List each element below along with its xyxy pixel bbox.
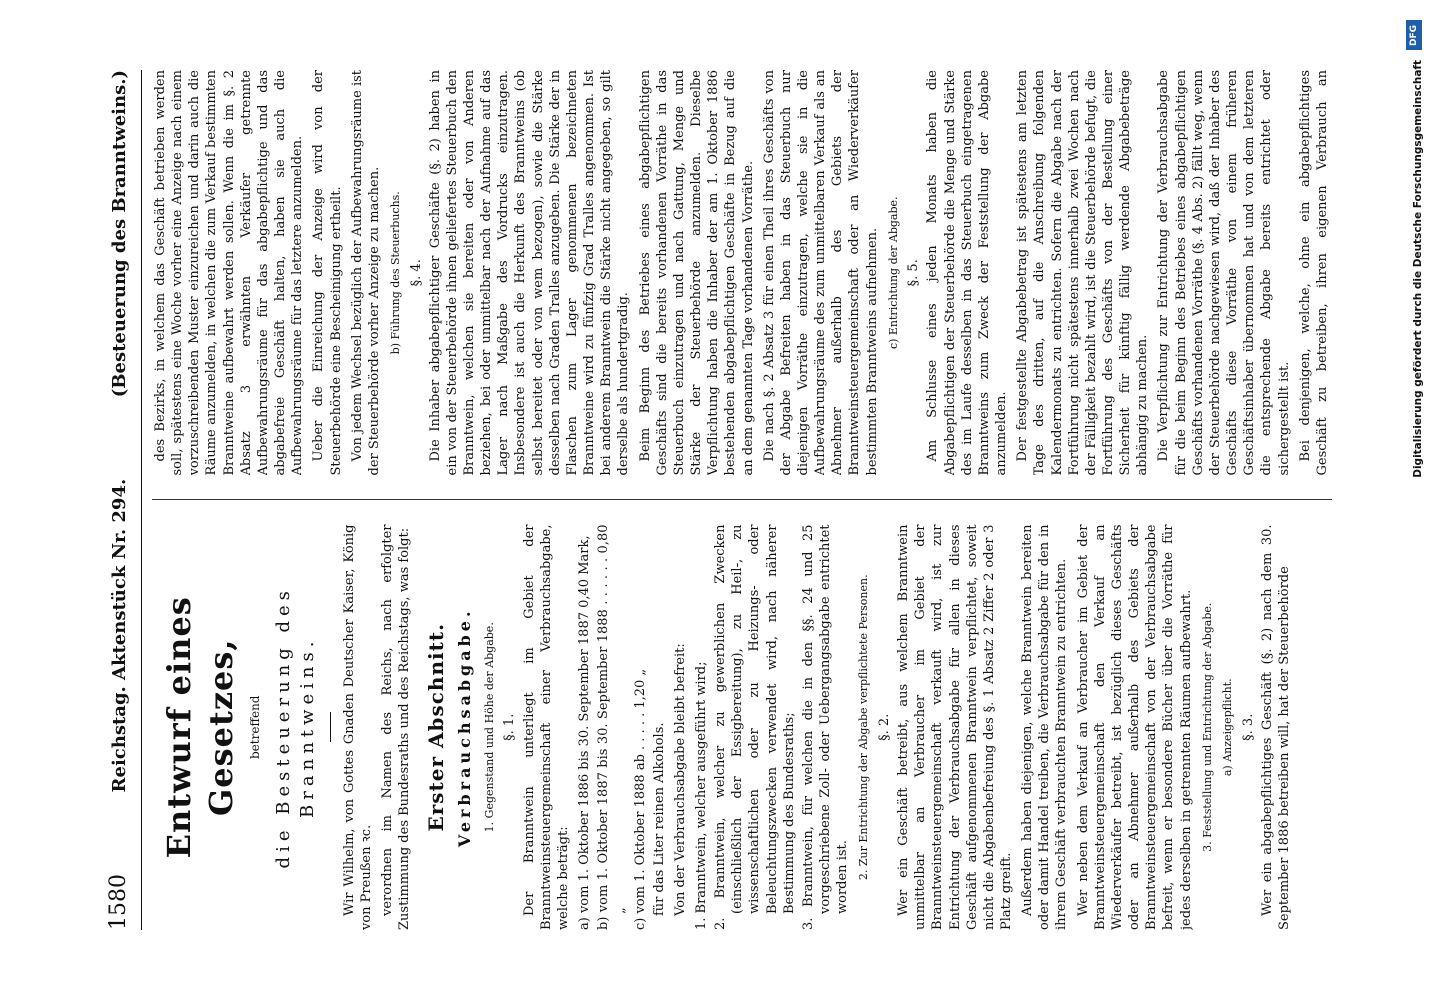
subheading-c: c) Entrichtung der Abgabe. — [886, 196, 900, 350]
title-betreffend: betreffend — [248, 695, 263, 759]
list-item: c) vom 1. Oktober 1888 ab . . . . . 1,20 „ — [632, 668, 648, 930]
paragraph: Bei denjenigen, welche, ohne ein abgabepflichtiges Geschäft zu betreiben, ihren eigenen Verbrauch an — [1297, 70, 1330, 476]
left-column — [152, 525, 1332, 931]
dfg-logo: DFG — [1406, 20, 1422, 50]
paragraph: Der Branntwein unterliegt im Gebiet der Branntweinsteuergemeinschaft einer Verbrauchsabgabe, welche beträgt: — [521, 524, 571, 930]
subheading-2: 2. Zur Entrichtung der Abgabe verpflichtete Personen. — [857, 574, 871, 881]
column-rule — [152, 500, 1332, 501]
subheading-1: 1. Gegenstand und Höhe der Abgabe. — [482, 622, 496, 833]
paragraph: Von der Verbrauchsabgabe bleibt befreit: — [672, 643, 688, 916]
page-header — [106, 70, 131, 930]
paragraph: Die Inhaber abgabepflichtiger Geschäfte (§. 2) haben in ein von der Steuerbehörde ihnen geliefertes Steuerbuch den Branntwein, welchen sie bereiten oder von Anderen beziehen, bei oder unmittelbar nach der Aufnahme auf das Lager nach Maßgabe des Vordrucks einzutragen. Insbesondere ist auch die Herkunft des Branntweins (ob selbst bereitet oder von wem bezogen), sowie die Stärke desselben nach Graden Tralles anzugeben. Die Stärke der in Flaschen zum Lager genommenen bezeichneten Branntweine wird zu fünfzig Grad Tralles angenommen. Ist bei anderem Branntwein die Stärke nicht angegeben, so gilt derselbe als hundertgradig. — [427, 70, 632, 476]
page-number: 1580 — [106, 874, 131, 930]
subheading-3: 3. Feststellung und Entrichtung der Abgabe. — [1200, 602, 1214, 852]
paragraph-mark-1: §. 1. — [502, 713, 518, 741]
paragraph: Außerdem haben diejenigen, welche Branntwein bereiten oder damit Handel treiben, die Verbrauchsabgabe für den in ihrem Geschäft verbrauchten Branntwein zu entrichten. — [1020, 524, 1070, 930]
paragraph-mark-3: §. 3. — [1240, 713, 1256, 741]
subheading-3a: a) Anzeigepflicht. — [1221, 678, 1235, 777]
list-item: a) vom 1. Oktober 1886 bis 30. September 1887 0,40 Mark, — [577, 535, 593, 930]
preamble-line-1: Wir Wilhelm, von Gottes Gnaden Deutscher Kaiser, König von Preußen ꝛc. — [341, 524, 374, 930]
paragraph: für das Liter reinen Alkohols. — [651, 722, 667, 916]
paragraph: Die Verpflichtung zur Entrichtung der Verbrauchsabgabe für die beim Beginn des Betriebes eines abgabepflichtigen Geschäfts vorhandenen Vorräthe (§. 4 Abs. 2) fällt weg, wenn der Steuerbehörde nachgewiesen wird, daß der Inhaber des Geschäfts diese Vorräthe von einem früheren Geschäftsinhaber übernommen hat und von dem letzteren die entsprechende Abgabe bereits entrichtet oder sichergestellt ist. — [1156, 70, 1292, 476]
list-item: 3. Branntwein, für welchen die in den §§. 24 und 25 vorgeschriebene Zoll- oder Uebergangsabgabe entrichtet worden ist. — [800, 524, 851, 930]
funding-notice: Digitalisierung gefördert durch die Deutsche Forschungsgemeinschaft — [1412, 60, 1424, 478]
right-column — [152, 70, 1332, 476]
paragraph: Von jedem Wechsel bezüglich der Aufbewahrungsräume ist der Steuerbehörde vorher Anzeige zu machen. — [349, 70, 382, 476]
paragraph: Der festgestellte Abgabebetrag ist spätestens am letzten Tage des dritten, auf die Anschreibung folgenden Kalendermonats zu entrichten. Sofern die Abgabe nach der Fortführung nicht spätestens innerhalb zwei Wochen nach der Fälligkeit bezahlt wird, ist die Steuerbehörde befugt, die Fortführung des Geschäfts von der Bestellung einer Sicherheit für künftig fällig werdende Abgabebeträge abhängig zu machen. — [1015, 70, 1151, 476]
two-column-body — [152, 70, 1332, 930]
paragraph: Ueber die Einreichung der Anzeige wird von der Steuerbehörde eine Bescheinigung ertheilt. — [311, 70, 344, 476]
paragraph: Wer ein Geschäft betreibt, aus welchem Branntwein unmittelbar an Verbraucher im Gebiet der Branntweinsteuergemeinschaft verkauft wird, ist zur Entrichtung der Verbrauchsabgabe für allen in dieses Geschäft aufgenommenen Branntwein verpflichtet, soweit nicht die Abgabenbefreiung des §. 1 Absatz 2 Ziffer 2 oder 3 Platz greift. — [896, 524, 1015, 930]
title-divider — [330, 712, 331, 742]
document-subject: die Besteuerung des Branntweins. — [273, 586, 319, 869]
paragraph-mark-4: §. 4. — [408, 259, 424, 287]
paragraph: Wer neben dem Verkauf an Verbraucher im Gebiet der Branntweinsteuergemeinschaft den Verkauf an Wiederverkäufer betreibt, ist bezüglich dieses Geschäfts oder an Abnehmer außerhalb des Gebiets der Branntweinsteuergemeinschaft von der Verbrauchsabgabe befreit, wenn er besondere Bücher über die Vorräthe für jedes derselben in getrennten Räumen aufbewahrt. — [1075, 524, 1194, 930]
subheading-b: b) Führung des Steuerbuchs. — [389, 191, 403, 355]
paragraph: Am Schlusse eines jeden Monats haben die Abgabepflichtigen der Steuerbehörde die Menge und Stärke des im Laufe desselben in das Steuerbuch eingetragenen Branntweins zum Zweck der Feststellung der Abgabe anzumelden. — [925, 70, 1010, 476]
document-title: Entwurf eines Gesetzes, — [160, 596, 241, 859]
list-item: 2. Branntwein, welcher zu gewerblichen Zwecken (einschließlich der Essigbereitung), zu Heil-, zu wissenschaftlichen oder zu Heizungs- oder Beleuchtungszwecken verwendet wird, nach näherer Bestimmung des Bundesraths; — [713, 524, 797, 930]
list-item: 1. Branntwein, welcher ausgeführt wird; — [694, 661, 709, 930]
paragraph: Wer ein abgabepflichtiges Geschäft (§. 2) nach dem 30. September 1886 betreiben will, hat der Steuerbehörde — [1259, 524, 1293, 930]
paragraph: des Bezirks, in welchem das Geschäft betrieben werden soll, spätestens eine Woche vorher eine Anzeige nach einem vorzuschreibenden Muster einzureichen und darin auch die Räume anzumelden, in welchen die zum Verkauf bestimmten Branntweine aufbewahrt werden sollen. Wenn die im §. 2 Absatz 3 erwähnten Verkäufer getrennte Aufbewahrungsräume für das abgabepflichtige und das abgabefreie Geschäft halten, haben sie auch die Aufbewahrungsräume für das letztere anzumelden. — [153, 70, 306, 476]
running-title-right: (Besteuerung des Branntweins.) — [109, 70, 130, 398]
preamble-line-2: verordnen im Namen des Reichs, nach erfolgter Zustimmung des Bundesraths und des Reichstags, was folgt: — [380, 524, 413, 930]
paragraph-mark-2: §. 2. — [876, 713, 892, 741]
section-subtitle: Verbrauchsabgabe. — [454, 607, 474, 848]
running-title-left: Reichstag. Aktenstück Nr. 294. — [109, 478, 130, 793]
document-page — [66, 30, 1366, 970]
list-item: b) vom 1. Oktober 1887 bis 30. September 1888 . . . . . . 0,80 „ — [596, 524, 629, 930]
paragraph: Beim Beginn des Betriebes eines abgabepflichtigen Geschäfts sind die bereits vorhandenen Vorräthe in das Steuerbuch einzutragen und nach Gattung, Menge und Stärke der Steuerbehörde anzumelden. Dieselbe Verpflichtung haben die Inhaber der am 1. Oktober 1886 bestehenden abgabepflichtigen Geschäfte in Bezug auf die an dem genannten Tage vorhandenen Vorräthe. — [637, 70, 756, 476]
dfg-sidebar — [1404, 0, 1428, 1000]
header-rule — [141, 70, 142, 930]
paragraph: Die nach §. 2 Absatz 3 für einen Theil ihres Geschäfts von der Abgabe Befreiten haben in das Steuerbuch nur diejenigen Vorräthe einzutragen, welche sie in die Aufbewahrungsräume des zum unmittelbaren Verkauf als an Abnehmer außerhalb des Gebiets der Branntweinsteuergemeinschaft oder an Wiederverkäufer bestimmten Branntweins aufnehmen. — [761, 70, 880, 476]
paragraph-mark-5: §. 5. — [906, 259, 922, 287]
section-title: Erster Abschnitt. — [424, 622, 449, 832]
